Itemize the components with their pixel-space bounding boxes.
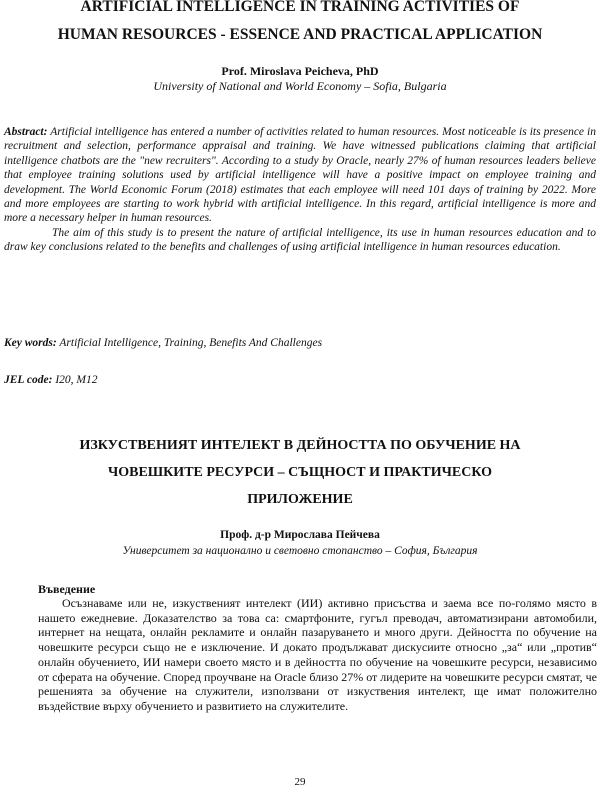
title-bulgarian-line-3: ПРИЛОЖЕНИЕ [247,492,353,507]
jel-code-value: I20, M12 [55,374,98,386]
page-number: 29 [294,776,306,788]
author-name-english: Prof. Miroslava Peicheva, PhD [221,64,379,78]
keywords-line [4,337,596,349]
title-english-line-1: ARTIFICIAL INTELLIGENCE IN TRAINING ACTIVITIES OF [80,0,520,15]
jel-code-line [4,374,596,386]
author-affiliation-bulgarian: Университет за национално и световно стопанство – София, България [122,545,478,557]
keywords-label: Key words: [4,337,57,349]
abstract-label: Abstract: [4,126,48,138]
title-bulgarian-line-2: ЧОВЕШКИТЕ РЕСУРСИ – СЪЩНОСТ И ПРАКТИЧЕСКО [107,465,493,480]
title-english-line-2: HUMAN RESOURCES - ESSENCE AND PRACTICAL APPLICATION [57,26,543,43]
paper-title-bulgarian [0,432,600,513]
paper-title-english [0,0,600,49]
author-name-bulgarian: Проф. д-р Мирослава Пейчева [220,529,380,541]
title-bulgarian-line-1: ИЗКУСТВЕНИЯТ ИНТЕЛЕКТ В ДЕЙНОСТТА ПО ОБУЧЕНИЕ НА [79,438,521,453]
abstract-paragraph-2: The aim of this study is to present the nature of artificial intelligence, its use in human resources education and to draw key conclusions related to the benefits and challenges of using artificial intelligence in human resources education. [4,226,596,254]
jel-code-label: JEL code: [4,374,53,386]
author-affiliation-english: University of National and World Economy – Sofia, Bulgaria [153,79,447,93]
keywords-value: Artificial Intelligence, Training, Benefits And Challenges [59,337,323,349]
abstract-paragraph-1: Artificial intelligence has entered a number of activities related to human resources. Most noticeable is its presence in recruitment and selection, performance appraisal and training. We have witnessed publications claiming that artificial intelligence chatbots are the "new recruiters". According to a study by Oracle, nearly 27% of human resources leaders believe that employee training solutions used by artificial intelligence will have a positive impact on employee training and development. The World Economic Forum (2018) estimates that each employee will need 101 days of training by 2022. More and more employees are starting to work hybrid with artificial intelligence. In this regard, artificial intelligence is more and more a necessary helper in human resources. [4,126,596,225]
introduction-heading: Въведение [38,582,96,596]
abstract-section [4,125,596,255]
introduction-body: Осъзнаваме или не, изкуственият интелект (ИИ) активно присъства и заема все по-голямо място в нашето ежедневие. Доказателство за това са: смартфоните, гугъл преводач, автоматизирани автомобили, интернет на нещата, онлайн рекламите и онлайн пазаруването и много други. Дейността по обучение на човешките ресурси също не е изключение. И докато продължават дискусиите относно „за“ или „против“ онлайн обучението, ИИ намери своето място и в дейността по обучение на човешките ресурси, независимо от сферата на обучение. Според проучване на Oracle близо 27% от лидерите на човешките ресурси смятат, че решенията за обучение на служители, използвани от изкуствения интелект, ще имат положително въздействие върху обучението и развитието на служителите. [38,596,597,713]
